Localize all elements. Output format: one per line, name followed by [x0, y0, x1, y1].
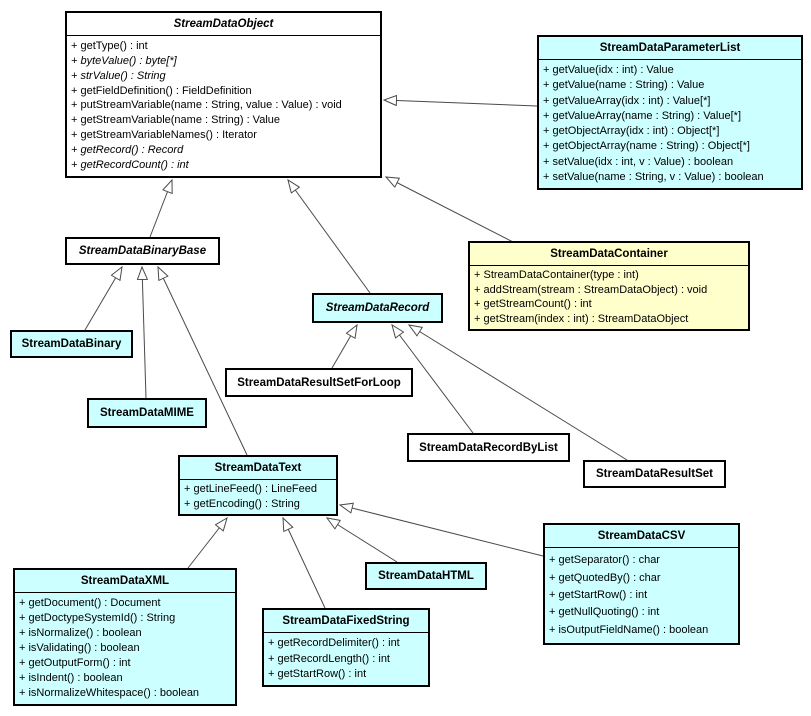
method-signature: + getRecord() : Record: [71, 144, 184, 157]
methods-compartment: [539, 59, 801, 188]
methods-compartment: [470, 265, 748, 329]
method-signature: + getEncoding() : String: [184, 497, 300, 510]
method-signature: + getValue(idx : int) : Value: [543, 64, 674, 77]
method-signature: + isValidating() : boolean: [19, 642, 140, 654]
class-StreamDataRecordByList[interactable]: [407, 433, 570, 462]
methods-compartment: [545, 547, 738, 643]
class-title: StreamDataContainer: [550, 248, 668, 260]
class-StreamDataXML[interactable]: [13, 568, 237, 706]
method-signature: + getObjectArray(idx : int) : Object[*]: [543, 125, 720, 138]
method-signature: + getFieldDefinition() : FieldDefinition: [71, 84, 252, 97]
class-title: StreamDataObject: [173, 18, 274, 30]
method-signature: + getNullQuoting() : int: [549, 606, 660, 619]
class-title: StreamDataText: [214, 462, 302, 474]
class-title: StreamDataFixedString: [282, 615, 410, 627]
methods-compartment: [264, 632, 428, 685]
methods-compartment: [180, 479, 336, 514]
method-signature: + isIndent() : boolean: [19, 672, 123, 684]
method-signature: + isOutputFieldName() : boolean: [549, 623, 709, 636]
class-title: StreamDataCSV: [597, 530, 686, 542]
method-signature: + getRecordLength() : int: [268, 652, 390, 665]
method-signature: + getStream(index : int) : StreamDataObject: [474, 312, 689, 325]
method-signature: + getSeparator() : char: [549, 554, 660, 567]
method-signature: + getType() : int: [71, 39, 148, 52]
method-signature: + getObjectArray(name : String) : Object[*]: [543, 140, 750, 153]
method-signature: + getRecordCount() : int: [71, 159, 189, 172]
class-title: StreamDataMIME: [100, 407, 194, 419]
method-signature: + getValueArray(idx : int) : Value[*]: [543, 94, 711, 107]
methods-compartment: [67, 35, 380, 176]
class-title: StreamDataResultSet: [596, 468, 713, 480]
method-signature: + getDocument() : Document: [19, 597, 161, 609]
method-signature: + isNormalize() : boolean: [19, 627, 142, 639]
class-title: StreamDataResultSetForLoop: [237, 376, 401, 389]
method-signature: + addStream(stream : StreamDataObject) : void: [474, 283, 708, 296]
class-StreamDataObject[interactable]: [65, 11, 382, 178]
method-signature: + setValue(idx : int, v : Value) : boolean: [543, 155, 734, 168]
class-StreamDataResultSet[interactable]: [583, 460, 726, 488]
class-StreamDataResultSetForLoop[interactable]: [225, 368, 413, 397]
class-StreamDataHTML[interactable]: [365, 562, 487, 590]
class-StreamDataFixedString[interactable]: [262, 608, 430, 687]
method-signature: + getLineFeed() : LineFeed: [184, 483, 318, 496]
method-signature: + getValueArray(name : String) : Value[*]: [543, 109, 741, 122]
class-title: StreamDataHTML: [378, 570, 474, 582]
method-signature: + byteValue() : byte[*]: [71, 54, 177, 67]
method-signature: + getRecordDelimiter() : int: [268, 637, 400, 650]
class-StreamDataCSV[interactable]: [543, 523, 740, 645]
method-signature: + setValue(name : String, v : Value) : boolean: [543, 170, 764, 183]
class-title: StreamDataRecordByList: [419, 441, 558, 454]
class-title: StreamDataBinary: [21, 338, 122, 350]
method-signature: + getStartRow() : int: [268, 667, 367, 680]
method-signature: + getStreamCount() : int: [474, 298, 592, 311]
method-signature: + getStreamVariableNames() : Iterator: [71, 129, 257, 142]
class-title: StreamDataBinaryBase: [78, 245, 207, 257]
class-title: StreamDataRecord: [325, 302, 430, 314]
class-title: StreamDataParameterList: [599, 42, 741, 54]
class-StreamDataContainer[interactable]: [468, 241, 750, 331]
method-signature: + getStreamVariable(name : String) : Value: [71, 114, 280, 127]
class-StreamDataBinaryBase[interactable]: [65, 237, 220, 265]
method-signature: + strValue() : String: [71, 69, 166, 82]
class-StreamDataBinary[interactable]: [10, 330, 133, 358]
class-StreamDataText[interactable]: [178, 455, 338, 516]
method-signature: + StreamDataContainer(type : int): [474, 269, 639, 282]
method-signature: + getStartRow() : int: [549, 588, 648, 601]
method-signature: + getValue(name : String) : Value: [543, 79, 705, 92]
method-signature: + getDoctypeSystemId() : String: [19, 612, 176, 624]
class-StreamDataParameterList[interactable]: [537, 35, 803, 190]
method-signature: + putStreamVariable(name : String, value : Value) : void: [71, 99, 342, 112]
class-title: StreamDataXML: [80, 575, 170, 587]
methods-compartment: [15, 592, 235, 704]
method-signature: + isNormalizeWhitespace() : boolean: [19, 687, 200, 699]
class-StreamDataRecord[interactable]: [312, 293, 443, 323]
class-StreamDataMIME[interactable]: [87, 398, 207, 428]
method-signature: + getQuotedBy() : char: [549, 571, 661, 584]
method-signature: + getOutputForm() : int: [19, 657, 131, 669]
